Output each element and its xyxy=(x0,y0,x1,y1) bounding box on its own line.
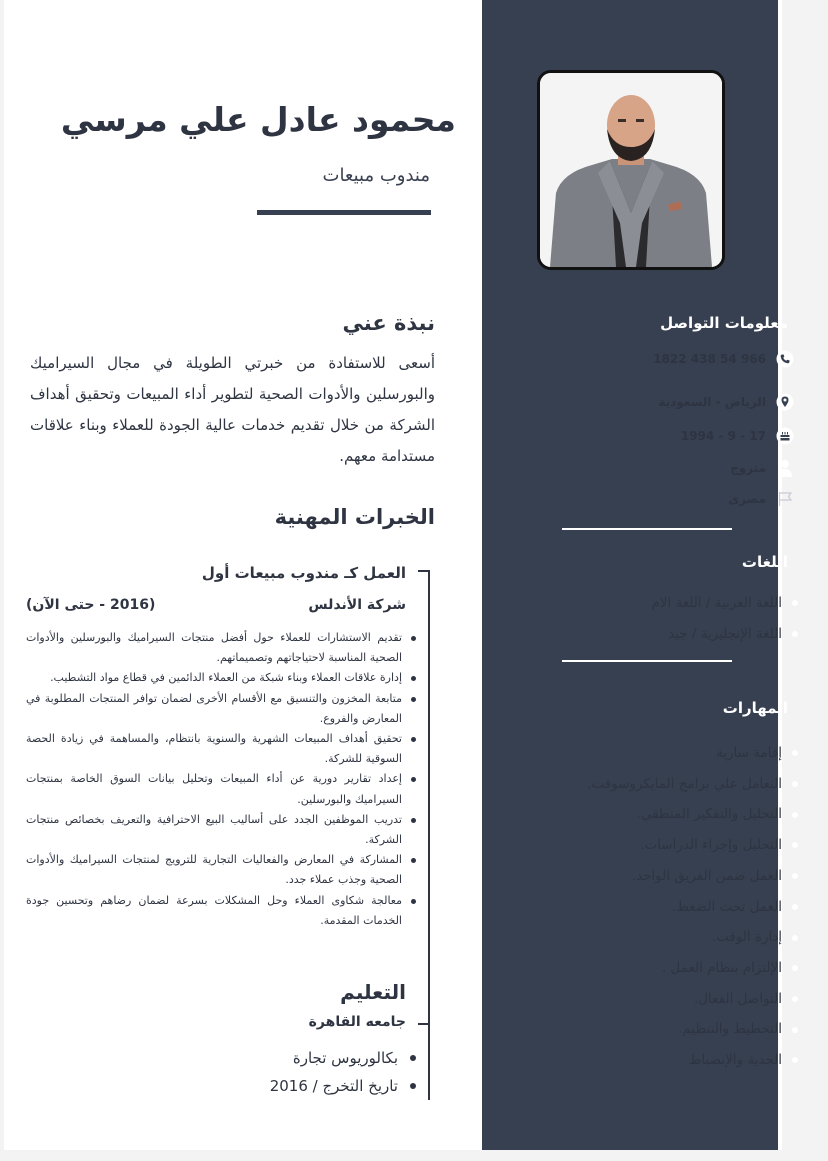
bullet xyxy=(792,1057,798,1063)
bullet xyxy=(792,1027,798,1033)
contact-phone-text: 966 54 438 1822 xyxy=(653,352,766,366)
person-icon xyxy=(776,459,794,477)
bullet xyxy=(792,842,798,848)
phone-icon xyxy=(776,350,794,368)
language-text: اللغة العربية / اللغة الام xyxy=(651,595,782,611)
bullet xyxy=(792,600,798,606)
contact-birthdate-text: 17 - 9 - 1994 xyxy=(680,429,766,443)
contact-heading: معلومات التواصل xyxy=(660,314,788,332)
duty-item: تحقيق أهداف المبيعات الشهرية والسنوية بانتظام، والمساهمة في زيادة الحصة السوقية للشركة. xyxy=(26,729,418,769)
skill-text: التحليل وإجراء الدراسات. xyxy=(640,837,782,854)
skill-item xyxy=(587,953,798,984)
skill-text: التعامل علي برامج المايكروسوفت. xyxy=(587,775,782,792)
bullet xyxy=(792,904,798,910)
skills-list xyxy=(587,738,798,1076)
bullet xyxy=(792,996,798,1002)
timeline-tick xyxy=(418,1023,430,1025)
duty-item: متابعة المخزون والتنسيق مع الأقسام الأخرى لضمان توافر المنتجات المطلوبة في المعارض والفروع. xyxy=(26,689,418,729)
language-item xyxy=(651,619,798,650)
skill-text: الإلتزام بنظام العمل . xyxy=(661,959,782,976)
skill-text: التحليل والتفكير المنطقي. xyxy=(636,806,782,823)
education-item: بكالوريوس تجارة xyxy=(270,1044,418,1072)
skill-text: العمل تحت الضغط. xyxy=(672,898,782,915)
about-heading: نبذة عني xyxy=(342,311,435,335)
duty-item: معالجة شكاوى العملاء وحل المشكلات بسرعة لضمان رضاهم وتحسين جودة الخدمات المقدمة. xyxy=(26,891,418,931)
languages-heading: اللغات xyxy=(741,553,788,571)
skill-item xyxy=(587,830,798,861)
duty-item: إدارة علاقات العملاء وبناء شبكة من العملاء الدائمين في قطاع مواد التشطيب. xyxy=(26,668,418,688)
skill-text: التخطيط والتنظيم. xyxy=(678,1021,782,1038)
experience-title: العمل كـ مندوب مبيعات أول xyxy=(201,564,406,582)
skill-item xyxy=(587,1014,798,1045)
education-university: جامعه القاهرة xyxy=(308,1014,406,1030)
contact-location xyxy=(658,391,794,413)
skill-item xyxy=(587,738,798,769)
timeline-tick xyxy=(418,570,430,572)
bullet xyxy=(792,935,798,941)
profile-photo xyxy=(537,70,725,270)
skill-item xyxy=(587,922,798,953)
job-title: مندوب مبيعات xyxy=(322,165,430,186)
skill-text: التواصل الفعال. xyxy=(693,990,782,1007)
education-list xyxy=(270,1044,418,1100)
education-heading: التعليم xyxy=(340,980,406,1004)
skill-item xyxy=(587,799,798,830)
duty-item: تدريب الموظفين الجدد على أساليب البيع الاحترافية والتعريف بخصائص منتجات الشركة. xyxy=(26,810,418,850)
language-item xyxy=(651,588,798,619)
skill-item xyxy=(587,769,798,800)
contact-nationality-text: مصرى xyxy=(728,492,766,506)
bullet xyxy=(792,781,798,787)
bullet xyxy=(792,873,798,879)
contact-marital-status xyxy=(730,457,794,479)
experience-company: شركة الأندلس xyxy=(308,597,406,613)
language-text: اللغة الإنجليزية / جيد xyxy=(668,625,782,642)
birthday-cake-icon xyxy=(776,427,794,445)
candidate-name: محمود عادل علي مرسي xyxy=(60,100,456,139)
bullet xyxy=(792,631,798,637)
about-text: أسعى للاستفادة من خبرتي الطويلة في مجال السيراميك والبورسلين والأدوات الصحية لتطوير أداء المبيعات وتحقيق أهداف الشركة من خلال تقديم خدمات عالية الجودة للعملاء وبناء علاقات مستدامة معهم. xyxy=(30,354,435,465)
contact-marital-text: متزوج xyxy=(730,461,766,475)
timeline-line xyxy=(428,570,430,1100)
skill-item xyxy=(587,984,798,1015)
title-underline xyxy=(257,210,431,215)
sidebar-divider xyxy=(562,660,732,662)
contact-phone xyxy=(653,348,794,370)
education-item: تاريخ التخرج / 2016 xyxy=(270,1072,418,1100)
skills-heading: المهارات xyxy=(722,699,788,717)
skill-text: العمل ضمن الفريق الواحد. xyxy=(631,867,782,884)
duty-item: إعداد تقارير دورية عن أداء المبيعات وتحليل بيانات السوق الخاصة بمنتجات السيراميك والبورسلين. xyxy=(26,769,418,809)
duty-item: المشاركة في المعارض والفعاليات التجارية للترويج لمنتجات السيراميك والأدوات الصحية وجذب عملاء جدد. xyxy=(26,850,418,890)
bullet xyxy=(792,812,798,818)
skill-item xyxy=(587,892,798,923)
contact-location-text: الرياض - السعودية xyxy=(658,395,766,409)
skill-text: إقامة سارية xyxy=(715,745,782,761)
bullet xyxy=(792,750,798,756)
skill-text: الجدية والإنضباط xyxy=(688,1052,782,1069)
flag-icon xyxy=(776,490,794,508)
languages-list xyxy=(651,588,798,649)
duty-item: تقديم الاستشارات للعملاء حول أفضل منتجات السيراميك والبورسلين والأدوات الصحية المناسبة لاحتياجاتهم وتصميماتهم. xyxy=(26,628,418,668)
experience-heading: الخبرات المهنية xyxy=(274,505,435,529)
experience-dates: (2016 - حتى الآن) xyxy=(26,597,156,613)
bullet xyxy=(792,965,798,971)
skill-item xyxy=(587,1045,798,1076)
skill-item xyxy=(587,861,798,892)
contact-birthdate xyxy=(681,425,794,447)
location-pin-icon xyxy=(776,393,794,411)
experience-duties xyxy=(26,628,418,931)
skill-text: إدارة الوقت. xyxy=(711,929,782,946)
contact-nationality xyxy=(728,488,794,510)
sidebar-divider xyxy=(562,528,732,530)
